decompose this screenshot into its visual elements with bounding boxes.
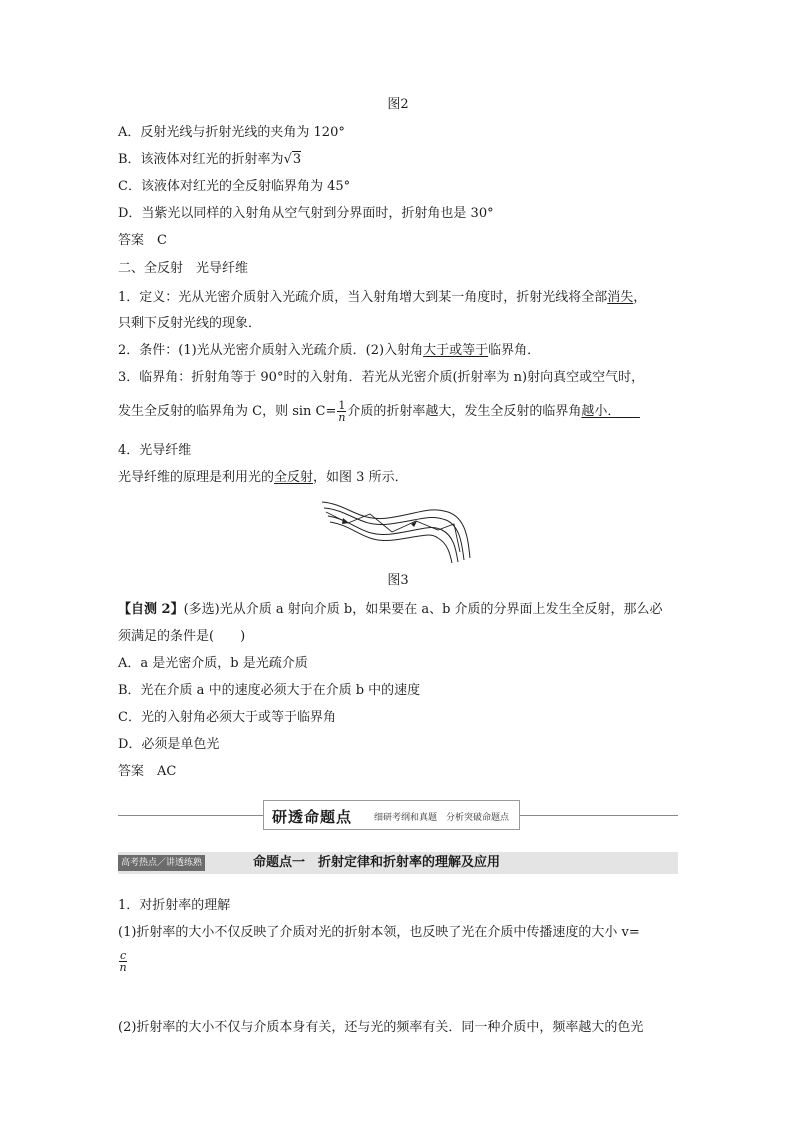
sin-c-numerator: 1 (338, 399, 346, 412)
q1-option-d: D．当紫光以同样的入射角从空气射到分界面时，折射角也是 30° (118, 206, 494, 221)
section-banner (118, 800, 678, 830)
critical-angle-underline: 越小． (581, 404, 614, 419)
critical-angle-text: 发生全反射的临界角为 C，则 sin C= (118, 404, 337, 419)
definition-line-2: 只剩下反射光线的现象． (118, 316, 262, 331)
q1-option-c: C．该液体对红光的全反射临界角为 45° (118, 179, 351, 194)
definition-text: 1．定义：光从光密介质射入光疏介质，当入射角增大到某一角度时，折射光线将全部 (118, 290, 608, 305)
self-test-2-stem-1 (118, 601, 663, 619)
speed-denominator: n (119, 961, 127, 974)
sin-c-fraction (337, 400, 346, 423)
condition-text: 2．条件：(1)光从光密介质射入光疏介质．(2)入射角 (118, 343, 424, 358)
critical-angle-mid: 介质的折射率越大，发生全反射的临界角 (347, 404, 582, 419)
definition-underline: 消失 (607, 290, 634, 305)
critical-angle-line-2 (118, 400, 640, 423)
topic-tag: 高考热点／讲透练熟 (118, 855, 205, 871)
self-test-2-stem-text: (多选)光从介质 a 射向介质 b，如果要在 a、b 介质的分界面上发生全反射，那么必 (183, 602, 663, 617)
body-paragraph-2: (1)折射率的大小不仅反映了介质对光的折射本领，也反映了光在介质中传播速度的大小 v= (118, 925, 640, 940)
definition-line-1 (118, 289, 646, 307)
q1-option-b-text: B．该液体对红光的折射率为 (118, 152, 284, 167)
fiber-heading: 4．光导纤维 (118, 443, 192, 458)
condition-line (118, 342, 540, 360)
critical-angle-line-1: 3．临界角：折射角等于 90°时的入射角．若光从光密介质(折射率为 n)射向真空或空气时， (118, 370, 645, 385)
q2-option-c: C．光的入射角必须大于或等于临界角 (118, 710, 336, 725)
speed-fraction (119, 950, 127, 973)
q1-option-a: A．反射光线与折射光线的夹角为 120° (118, 125, 345, 140)
optical-fiber-diagram (318, 494, 478, 564)
q1-option-b-root: 3 (292, 152, 302, 167)
condition-underline: 大于或等于 (423, 343, 489, 358)
q2-answer: 答案 AC (118, 764, 177, 779)
speed-numerator: c (120, 949, 127, 962)
banner-title: 研透命题点 (272, 808, 353, 826)
condition-end: 临界角． (488, 343, 541, 358)
q2-option-d: D．必须是单色光 (118, 737, 220, 752)
topic-bar (118, 852, 678, 874)
sin-c-denominator: n (338, 411, 346, 424)
banner-box (263, 800, 520, 830)
figure-2-caption: 图2 (387, 97, 409, 112)
body-paragraph-3: (2)折射率的大小不仅与介质本身有关，还与光的频率有关．同一种介质中，频率越大的色光 (118, 1020, 644, 1035)
fiber-text: 光导纤维的原理是利用光的 (118, 470, 275, 485)
banner-rule-right (519, 815, 678, 816)
fiber-end: ，如图 3 所示． (313, 470, 408, 485)
banner-rule-left (118, 815, 263, 816)
section-2-heading: 二、全反射 光导纤维 (118, 261, 249, 276)
banner-subtitle: 细研考纲和真题 分析突破命题点 (374, 813, 510, 823)
q2-option-a: A．a 是光密介质，b 是光疏介质 (118, 656, 308, 671)
fiber-principle (118, 469, 408, 487)
fiber-underline: 全反射 (274, 470, 314, 485)
critical-angle-underline-tail (614, 404, 640, 419)
q1-option-b: B．该液体对红光的折射率为√3 (118, 152, 302, 167)
self-test-2-tag: 【自测 2】 (118, 602, 184, 617)
topic-title: 命题点一 折射定律和折射率的理解及应用 (253, 855, 501, 870)
self-test-2-stem-2: 须满足的条件是( ) (118, 629, 246, 644)
figure-3-caption: 图3 (387, 573, 409, 588)
q1-answer: 答案 C (118, 233, 167, 248)
q2-option-b: B．光在介质 a 中的速度必须大于在介质 b 中的速度 (118, 683, 421, 698)
definition-comma: ， (633, 290, 647, 305)
body-paragraph-1: 1．对折射率的理解 (118, 898, 231, 913)
ray-arrow-1 (342, 518, 349, 524)
